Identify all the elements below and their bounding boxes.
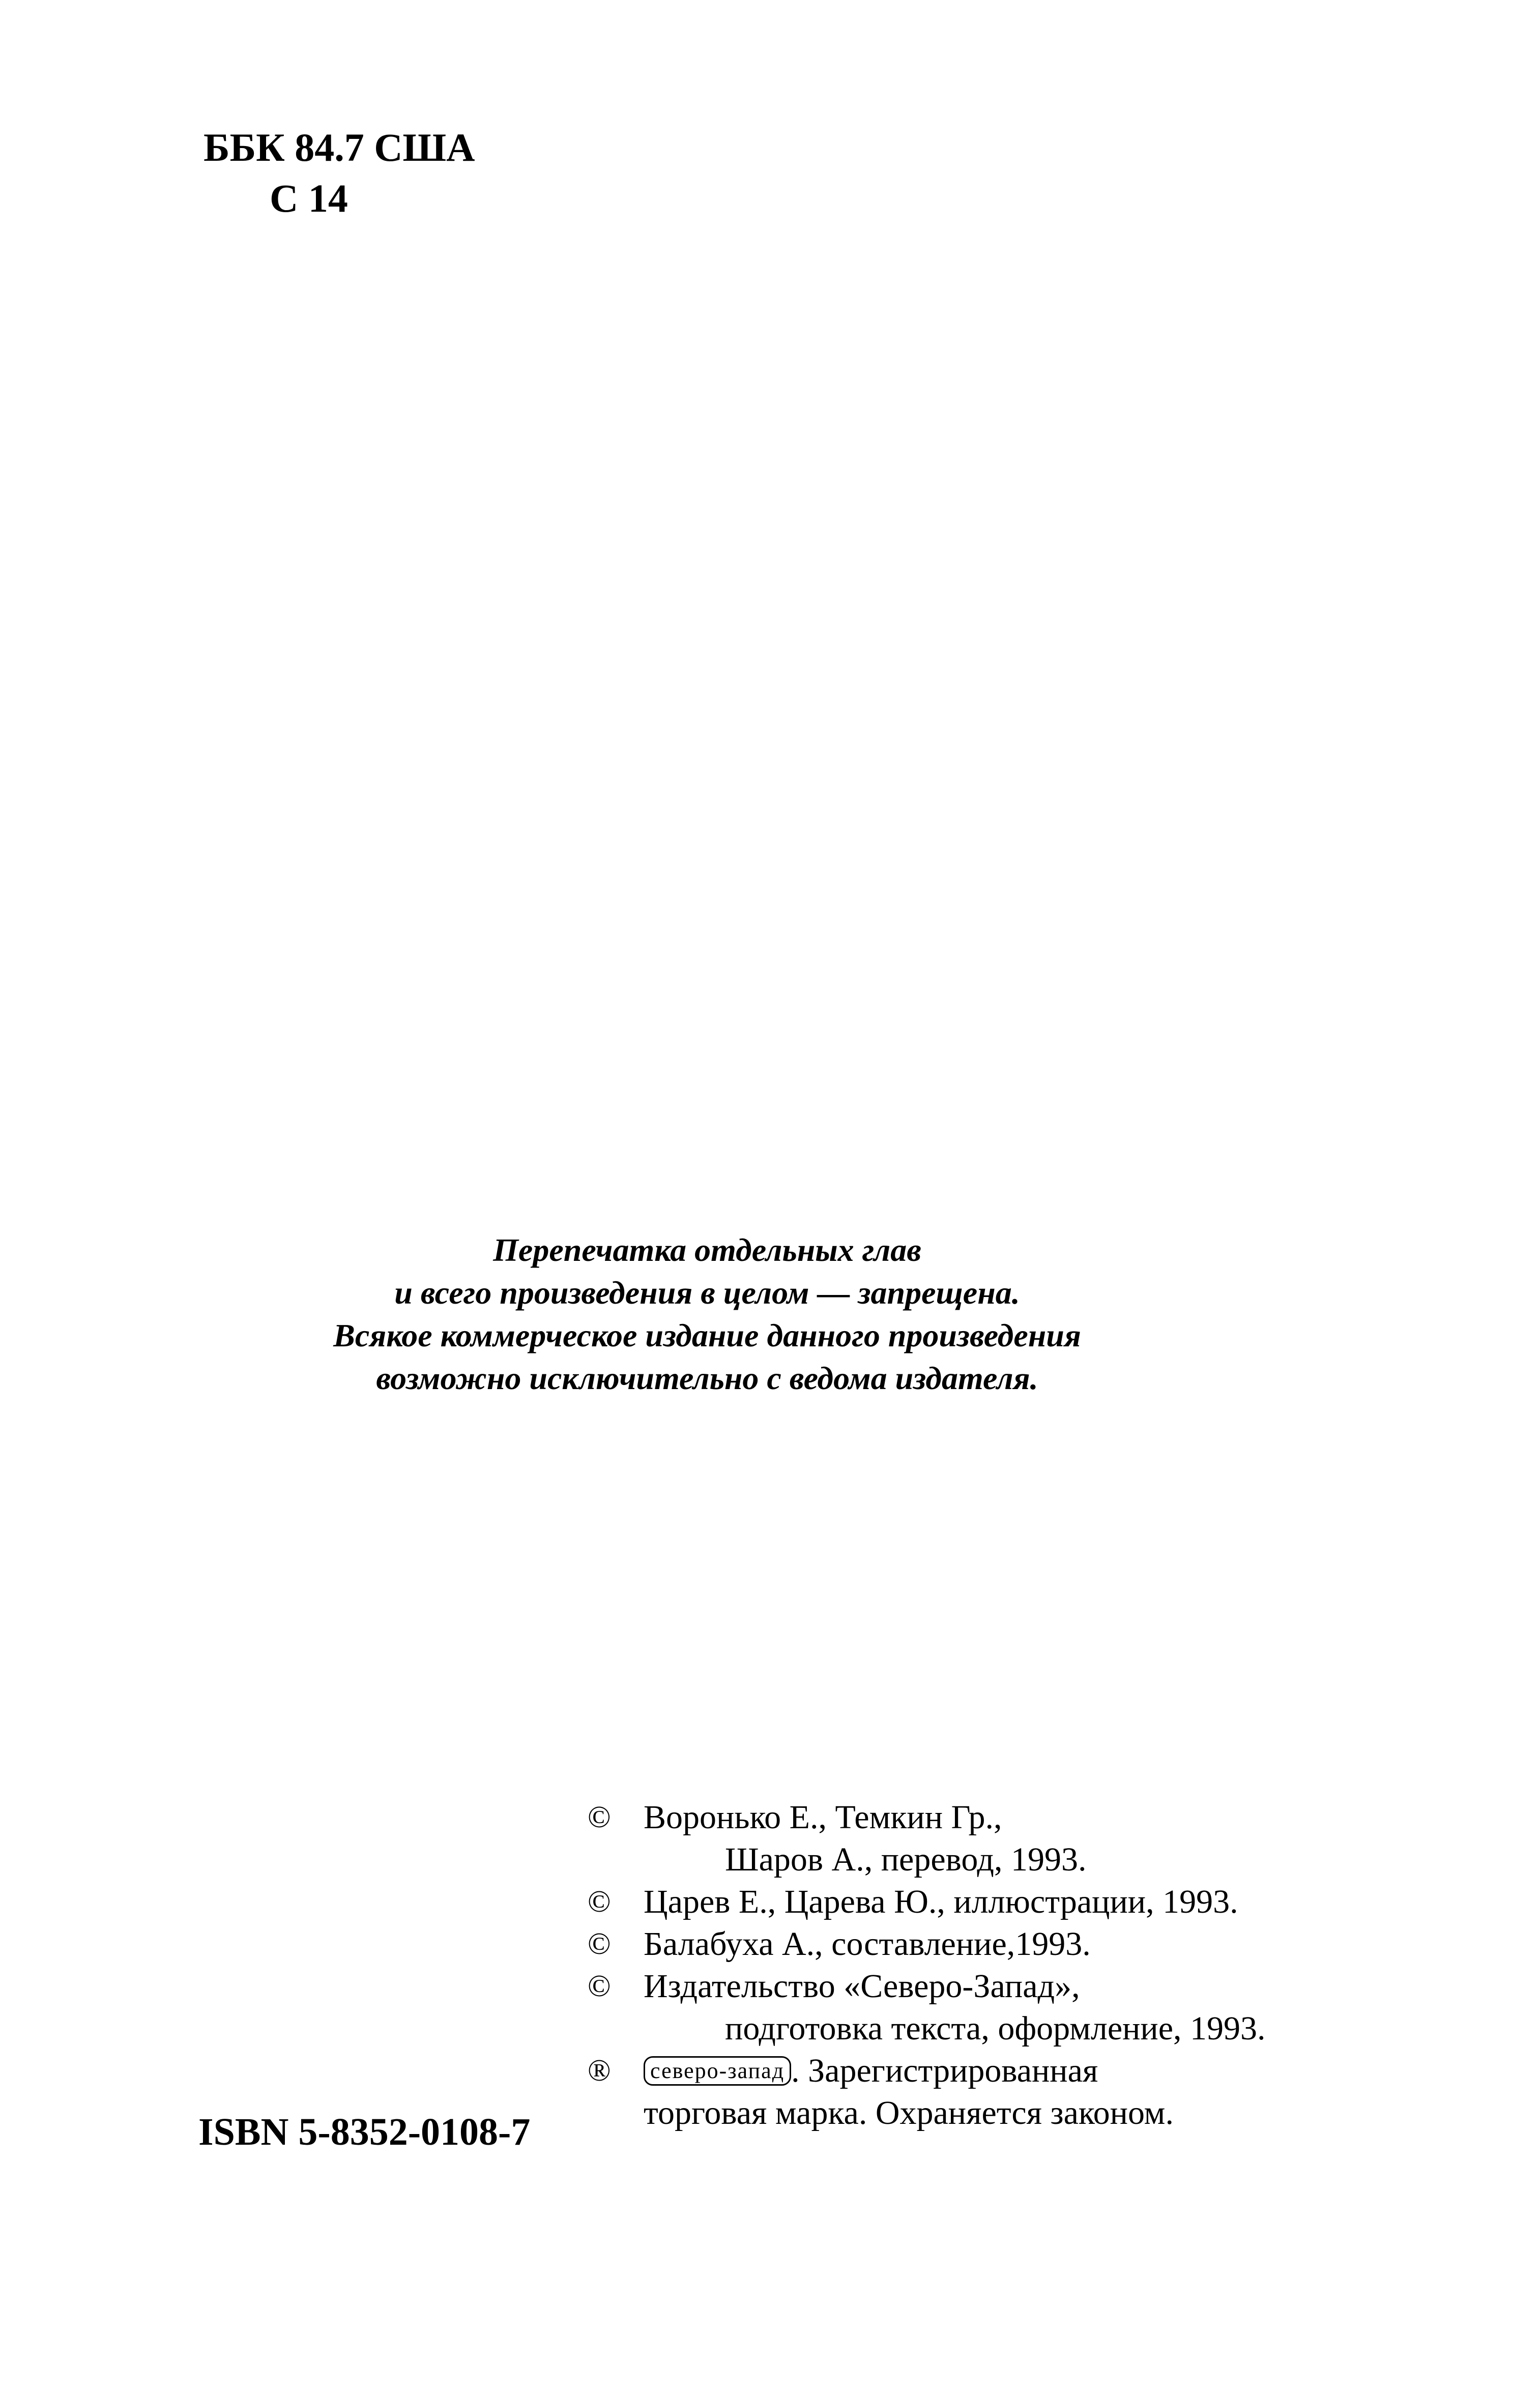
trademark-text: торговая марка. Охраняется законом. (644, 2094, 1174, 2131)
copyright-icon: © (588, 1969, 611, 2003)
copyright-entry-publisher-cont (588, 2007, 1266, 2050)
copyright-entry-compilation (588, 1923, 1266, 1965)
bbk-classification (204, 122, 475, 224)
copyright-entry-translation-cont (588, 1838, 1266, 1881)
copyright-text: Царев Е., Царева Ю., иллюстрации, 1993. (644, 1883, 1238, 1920)
copyright-entry-publisher (588, 1965, 1266, 2007)
copyright-entry-translation (588, 1796, 1266, 1838)
trademark-entry-cont (588, 2092, 1266, 2134)
reprint-notice (102, 1229, 1313, 1400)
author-index: С 14 (270, 176, 348, 220)
copyright-entry-illustrations (588, 1881, 1266, 1923)
bbk-code: ББК 84.7 США (204, 125, 475, 169)
notice-line-1: Перепечатка отдельных глав (493, 1232, 921, 1268)
notice-line-2: и всего произведения в целом — запрещена. (394, 1275, 1020, 1311)
copyright-icon: © (588, 1927, 611, 1961)
copyright-icon: © (588, 1885, 611, 1918)
copyright-text: подготовка текста, оформление, 1993. (725, 2010, 1266, 2047)
isbn: ISBN 5-8352-0108-7 (198, 2111, 531, 2153)
copyright-text: Шаров А., перевод, 1993. (725, 1841, 1087, 1878)
copyright-block (588, 1796, 1266, 2134)
notice-line-4: возможно исключительно с ведома издателя. (376, 1360, 1038, 1396)
trademark-text: . Зарегистрированная (791, 2052, 1098, 2089)
copyright-text: Балабуха А., составление,1993. (644, 1925, 1091, 1963)
trademark-entry (588, 2050, 1266, 2092)
notice-line-3: Всякое коммерческое издание данного произведения (333, 1317, 1081, 1353)
registered-icon: ® (588, 2054, 611, 2087)
copyright-text: Воронько Е., Темкин Гр., (644, 1799, 1002, 1836)
publisher-logo: северо-запад (644, 2056, 791, 2086)
copyright-icon: © (588, 1800, 611, 1834)
copyright-text: Издательство «Северо-Запад», (644, 1968, 1080, 2005)
